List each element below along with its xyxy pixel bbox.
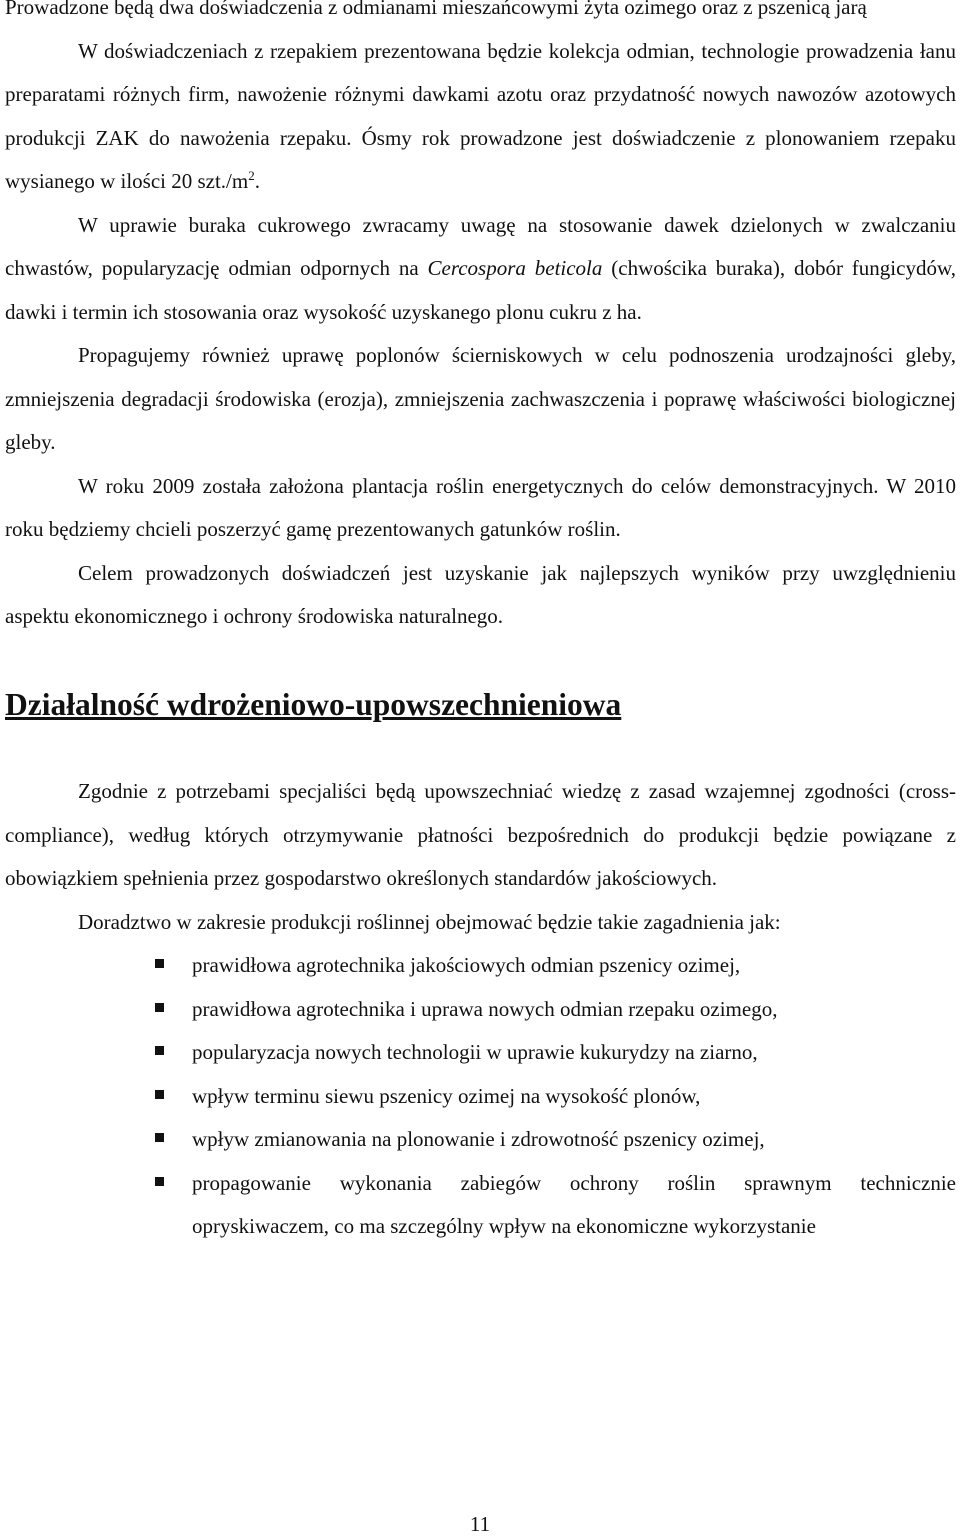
- list-item: [5, 1031, 956, 1075]
- list-item: [5, 1162, 956, 1249]
- square-bullet-icon: [155, 1003, 164, 1012]
- square-bullet-icon: [155, 1046, 164, 1055]
- paragraph-text: Doradztwo w zakresie produkcji roślinnej obejmować będzie takie zagadnienia jak:: [78, 909, 781, 934]
- list-item: [5, 1118, 956, 1162]
- advisory-topics-list: [5, 944, 956, 1249]
- list-item-text: wpływ terminu siewu pszenicy ozimej na wysokość plonów,: [192, 1083, 701, 1108]
- paragraph-text: Propagujemy również uprawę poplonów ścierniskowych w celu podnoszenia urodzajności gleby, zmniejszenia degradacji środowiska (erozja), zmniejszenia zachwaszczenia i poprawę właściwości biologicznej gleby.: [5, 343, 956, 454]
- paragraph-cross-compliance: [5, 770, 956, 901]
- list-item-text: popularyzacja nowych technologii w uprawie kukurydzy na ziarno,: [192, 1040, 758, 1064]
- list-item-text: prawidłowa agrotechnika i uprawa nowych odmian rzepaku ozimego,: [192, 996, 778, 1021]
- square-bullet-icon: [155, 1177, 164, 1186]
- paragraph-goal: [5, 552, 956, 639]
- species-name: Cercospora beticola: [427, 256, 603, 280]
- section-heading: Działalność wdrożeniowo-upowszechnieniowa: [5, 686, 622, 722]
- list-item: [5, 1075, 956, 1119]
- paragraph-text: W roku 2009 została założona plantacja roślin energetycznych do celów demonstracyjnych. W 2010 roku będziemy chcieli poszerzyć gamę prezentowanych gatunków roślin.: [5, 473, 956, 541]
- paragraph-energy-crops: [5, 465, 956, 552]
- list-item-text: propagowanie wykonania zabiegów ochrony roślin sprawnym technicznie opryskiwaczem, co ma szczególny wpływ na ekonomiczne wykorzystanie: [192, 1170, 956, 1238]
- paragraph-rye-wheat: [5, 0, 956, 30]
- paragraph-text: W doświadczeniach z rzepakiem prezentowana będzie kolekcja odmian, technologie prowadzenia łanu preparatami różnych firm, nawożenie różnymi dawkami azotu oraz przydatność nowych nawozów azotowych produkcji ZAK do nawożenia rzepaku. Ósmy rok prowadzone jest doświadczenie z plonowaniem rzepaku wysianego w ilości 20 szt./m: [5, 38, 956, 193]
- paragraph-catch-crops: [5, 334, 956, 465]
- square-bullet-icon: [155, 1090, 164, 1099]
- list-item: [5, 944, 956, 988]
- paragraph-text: Celem prowadzonych doświadczeń jest uzyskanie jak najlepszych wyników przy uwzględnieniu aspektu ekonomicznego i ochrony środowiska naturalnego.: [5, 560, 956, 628]
- document-page: [5, 0, 956, 1249]
- paragraph-rapeseed: [5, 30, 956, 204]
- paragraph-text: (chwościka buraka), dobór fungicydów, dawki i termin ich stosowania oraz wysokość uzyskanego plonu cukru z ha.: [5, 256, 957, 324]
- list-item-text: prawidłowa agrotechnika jakościowych odmian pszenicy ozimej,: [192, 953, 741, 977]
- paragraph-text: Zgodnie z potrzebami specjaliści będą upowszechniać wiedzę z zasad wzajemnej zgodności (cross-compliance), według których otrzymywanie płatności bezpośrednich do produkcji będzie powiązane z obowiązkiem spełnienia przez gospodarstwo określonych standardów jakościowych.: [5, 779, 956, 890]
- paragraph-text: W uprawie buraka cukrowego zwracamy uwagę na stosowanie dawek dzielonych w zwalczaniu chwastów, popularyzację odmian odpornych na: [5, 212, 956, 280]
- paragraph-tail: .: [254, 169, 260, 193]
- paragraph-sugar-beet: [5, 204, 956, 335]
- paragraph-advisory-lead: [5, 901, 956, 945]
- paragraph-text: Prowadzone będą dwa doświadczenia z odmianami mieszańcowymi żyta ozimego oraz z pszenicą jarą: [5, 0, 867, 19]
- list-item-text: wpływ zmianowania na plonowanie i zdrowotność pszenicy ozimej,: [192, 1127, 765, 1151]
- page-number: 11: [469, 1512, 491, 1536]
- square-bullet-icon: [155, 959, 164, 968]
- list-item: [5, 988, 956, 1032]
- square-bullet-icon: [155, 1133, 164, 1142]
- superscript: 2: [248, 168, 255, 183]
